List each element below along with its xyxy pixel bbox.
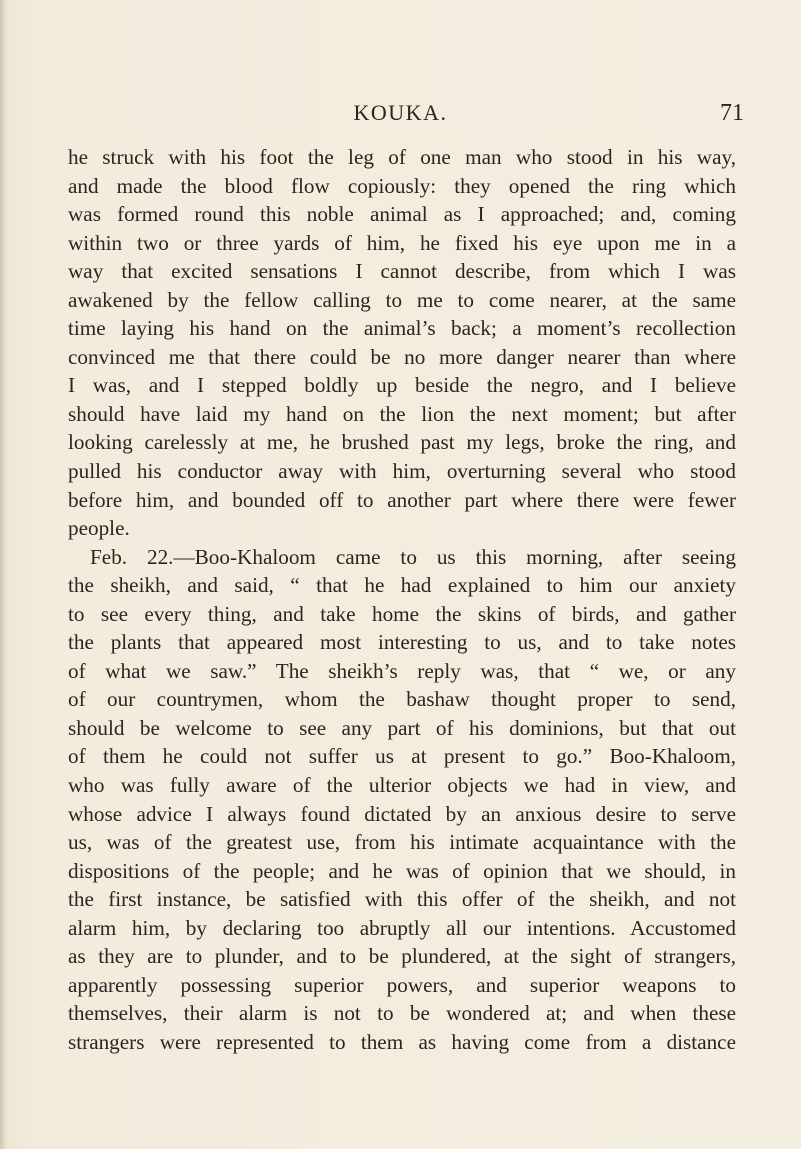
text-line: of them he could not suffer us at present to go.” Boo-Khaloom, — [68, 744, 736, 769]
text-line: the plants that appeared most interesting to us, and to take notes — [68, 630, 736, 655]
paragraph-start-line: Feb. 22.—Boo-Khaloom came to us this morning, after seeing — [90, 544, 736, 569]
text-line: was formed round this noble animal as I approached; and, coming — [68, 202, 736, 227]
text-line: I was, and I stepped boldly up beside the negro, and I believe — [68, 373, 736, 398]
text-line: apparently possessing superior powers, and superior weapons to — [68, 972, 736, 997]
paragraph-end-line: people. — [68, 516, 130, 541]
text-line: the first instance, be satisfied with this offer of the sheikh, and not — [68, 887, 736, 912]
page-number: 71 — [720, 100, 744, 126]
text-line: he struck with his foot the leg of one man who stood in his way, — [68, 145, 736, 169]
text-line: of our countrymen, whom the bashaw thought proper to send, — [68, 687, 736, 712]
text-line: themselves, their alarm is not to be wondered at; and when these — [68, 1001, 736, 1026]
gutter-shadow — [0, 0, 6, 1149]
body-text — [68, 143, 736, 1057]
text-line: strangers were represented to them as having come from a distance — [68, 1029, 736, 1054]
text-line: and made the blood flow copiously: they opened the ring which — [68, 173, 736, 198]
text-line: as they are to plunder, and to be plundered, at the sight of strangers, — [68, 944, 736, 969]
text-line: should be welcome to see any part of his dominions, but that out — [68, 715, 736, 740]
running-head — [0, 100, 801, 130]
text-line: dispositions of the people; and he was of opinion that we should, in — [68, 858, 736, 883]
text-line: to see every thing, and take home the skins of birds, and gather — [68, 601, 736, 626]
text-line: convinced me that there could be no more danger nearer than where — [68, 344, 736, 369]
text-line: looking carelessly at me, he brushed past my legs, broke the ring, and — [68, 430, 736, 455]
text-line: alarm him, by declaring too abruptly all our intentions. Accustomed — [68, 915, 736, 940]
text-line: should have laid my hand on the lion the next moment; but after — [68, 401, 736, 426]
running-title: KOUKA. — [353, 100, 448, 125]
text-line: who was fully aware of the ulterior objects we had in view, and — [68, 773, 736, 798]
text-line: way that excited sensations I cannot describe, from which I was — [68, 259, 736, 284]
text-line: time laying his hand on the animal’s back; a moment’s recollection — [68, 316, 736, 341]
text-line: pulled his conductor away with him, overturning several who stood — [68, 459, 736, 484]
text-line: of what we saw.” The sheikh’s reply was, that “ we, or any — [68, 658, 736, 683]
text-line: the sheikh, and said, “ that he had explained to him our anxiety — [68, 573, 736, 598]
text-line: before him, and bounded off to another part where there were fewer — [68, 487, 736, 512]
text-line: within two or three yards of him, he fixed his eye upon me in a — [68, 230, 736, 255]
text-line: awakened by the fellow calling to me to come nearer, at the same — [68, 287, 736, 312]
text-line: us, was of the greatest use, from his intimate acquaintance with the — [68, 830, 736, 855]
text-line: whose advice I always found dictated by an anxious desire to serve — [68, 801, 736, 826]
